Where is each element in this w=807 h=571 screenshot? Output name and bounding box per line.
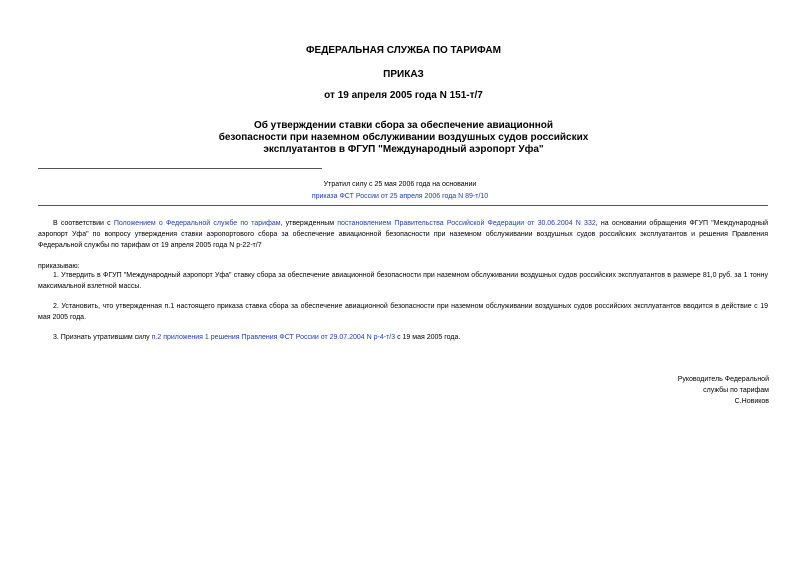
title-line-1: Об утверждении ставки сбора за обеспечение авиационной [253, 120, 554, 131]
lapsed-notice-link-line [240, 193, 560, 200]
title-line-3: эксплуатантов в ФГУП "Международный аэропорт Уфа" [263, 144, 544, 155]
doc-type-heading: ПРИКАЗ [383, 69, 424, 80]
date-number-heading: от 19 апреля 2005 года N 151-т/7 [324, 90, 483, 101]
signature-line-2: службы по тарифам [703, 387, 769, 394]
order-item-1: 1. Утвердить в ФГУП "Международный аэропорт Уфа" ставку сбора за обеспечение авиационной безопасности при наземном обслуживании воздушных судов российских эксплуатантов в размере 81,0 руб. за 1 тонну максимальной взлетной массы. [38, 272, 768, 290]
regulation-link[interactable]: Положением о Федеральной службе по тарифам [113, 220, 281, 227]
lapsed-order-link[interactable]: приказа ФСТ России от 25 апреля 2006 года N 89-т/10 [311, 193, 489, 200]
basis-text-3: , на основании обращения ФГУП "Международный аэропорт Уфа" по вопросу утверждения ставки аэропортового сбора за обеспечение авиационной безопасности при наземном обслуживании воздушных судов российских эксплуатантов и решения Правления Федеральной службы по тарифам от 19 апреля 2005 года N р-22-т/7 [38, 220, 769, 249]
signature-name: С.Новиков [734, 398, 769, 405]
basis-paragraph [38, 218, 768, 251]
government-decree-link[interactable]: постановлением Правительства Российской Федерации от 30.06.2004 N 332 [337, 220, 596, 227]
board-decision-link[interactable]: п.2 приложения 1 решения Правления ФСТ России от 29.07.2004 N р-4-т/3 [151, 334, 396, 341]
signature-line-1: Руководитель Федеральной [677, 376, 769, 383]
basis-text-2: , утвержденным [280, 220, 338, 227]
item3-text-2: с 19 мая 2005 года. [395, 334, 461, 341]
agency-heading: ФЕДЕРАЛЬНАЯ СЛУЖБА ПО ТАРИФАМ [306, 45, 501, 56]
signature-block [678, 374, 769, 407]
divider-long [38, 205, 768, 206]
document-title [0, 120, 807, 156]
order-item-2: 2. Установить, что утвержденная п.1 настоящего приказа ставка сбора за обеспечение авиационной безопасности при наземном обслуживании воздушных судов российских эксплуатантов вводится в действие с 19 мая 2005 года. [38, 303, 768, 321]
order-item-3 [38, 332, 768, 343]
basis-text-1: В соответствии с [53, 220, 114, 227]
lapsed-notice: Утратил силу с 25 мая 2006 года на основании [323, 181, 477, 188]
title-line-2: безопасности при наземном обслуживании воздушных судов российских [218, 132, 589, 143]
divider-short [38, 168, 322, 169]
item3-text-1: 3. Признать утратившим силу [53, 334, 152, 341]
order-word: приказываю: [38, 263, 80, 270]
